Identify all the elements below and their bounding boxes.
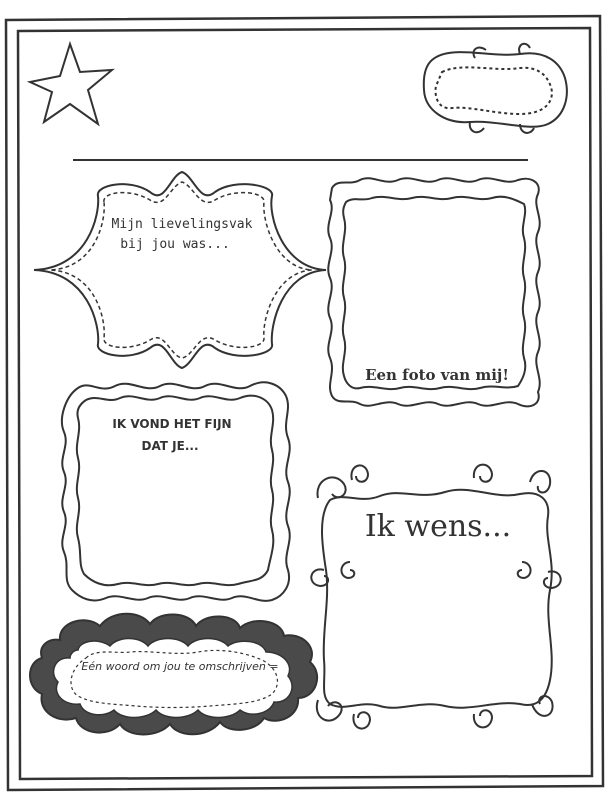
wish-prompt: Ik wens... (364, 509, 512, 544)
banner-icon (424, 44, 567, 133)
favorite-subject-prompt-line2: bij jou was... (120, 237, 230, 252)
liked-frame (62, 382, 290, 600)
star-icon (30, 44, 112, 124)
favorite-subject-frame (34, 172, 326, 368)
photo-caption: Een foto van mij! (365, 366, 509, 384)
favorite-subject-prompt-line1: Mijn lievelingsvak (111, 217, 253, 232)
liked-prompt-line2: DAT JE... (141, 439, 199, 453)
describe-prompt: Eén woord om jou te omschrijven = (81, 660, 279, 673)
describe-cloud (30, 614, 317, 735)
wish-frame (311, 465, 560, 729)
liked-prompt-line1: IK VOND HET FIJN (112, 417, 232, 431)
